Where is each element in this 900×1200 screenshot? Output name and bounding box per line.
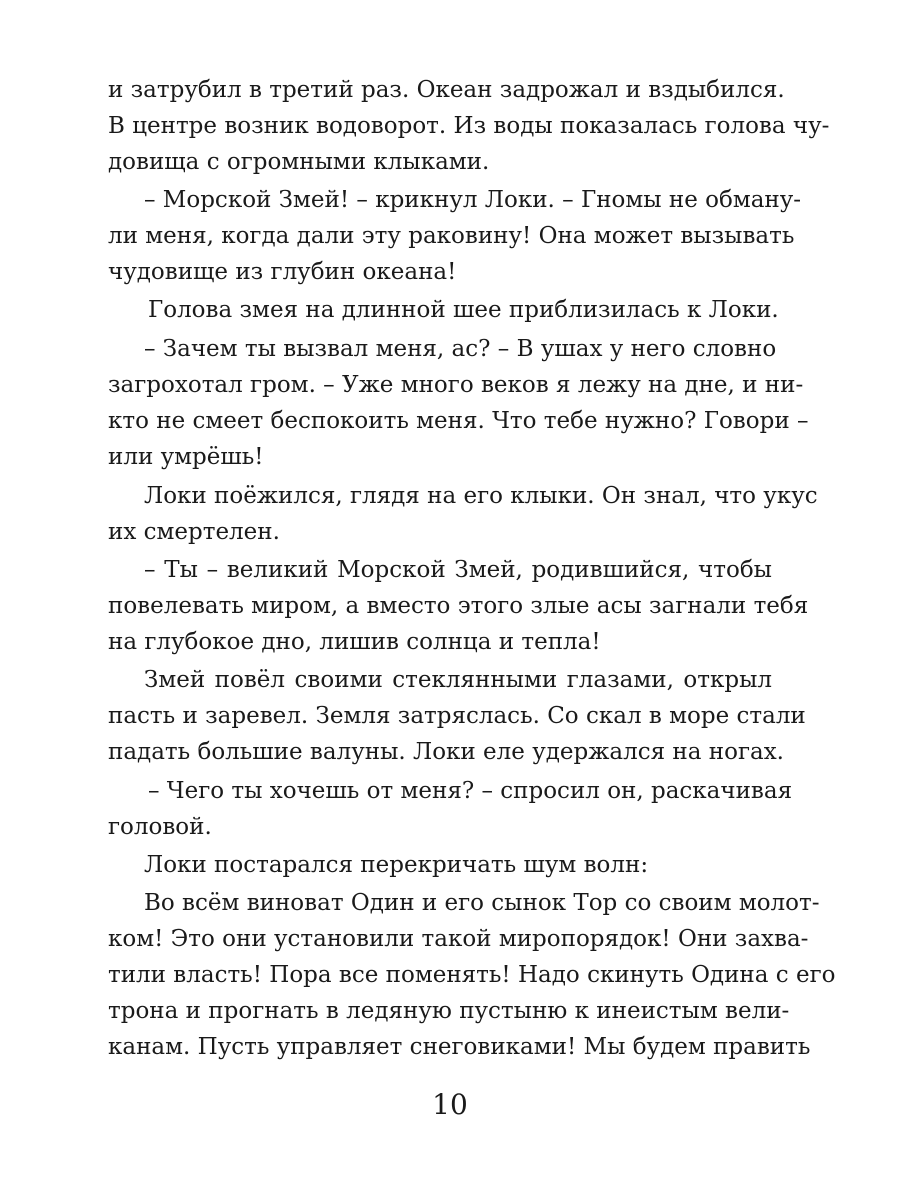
text-line: и затрубил в третий раз. Океан задрожал и вздыбился. <box>108 77 785 103</box>
text-line: их смертелен. <box>108 519 280 545</box>
text-line: тили власть! Пора все поменять! Надо скинуть Одина с его <box>108 962 836 988</box>
text-line: довища с огромными клыками. <box>108 149 490 175</box>
text-line: канам. Пусть управляет снеговиками! Мы будем править <box>108 1034 811 1060</box>
text-line: Локи постарался перекричать шум волн: <box>144 852 649 878</box>
text-line: повелевать миром, а вместо этого злые асы загнали тебя <box>108 593 809 619</box>
page-number: 10 <box>432 1088 468 1121</box>
text-line: В центре возник водоворот. Из воды показалась голова чу- <box>108 113 830 139</box>
text-line: трона и прогнать в ледяную пустыню к инеистым вели- <box>108 998 790 1024</box>
text-line: Во всём виноват Один и его сынок Тор со своим молот- <box>144 890 820 916</box>
text-line: – Зачем ты вызвал меня, ас? – В ушах у него словно <box>144 336 777 362</box>
text-line: – Морской Змей! – крикнул Локи. – Гномы не обману- <box>144 187 802 213</box>
text-line: падать большие валуны. Локи еле удержался на ногах. <box>108 739 784 765</box>
text-line: чудовище из глубин океана! <box>108 259 457 285</box>
text-line: загрохотал гром. – Уже много веков я лежу на дне, и ни- <box>108 372 804 398</box>
text-line: или умрёшь! <box>108 444 264 470</box>
text-line: головой. <box>108 814 212 840</box>
text-line: Голова змея на длинной шее приблизилась к Локи. <box>148 297 779 323</box>
text-line: Локи поёжился, глядя на его клыки. Он знал, что укус <box>144 483 818 509</box>
text-line: ли меня, когда дали эту раковину! Она может вызывать <box>108 223 795 249</box>
text-line: – Чего ты хочешь от меня? – спросил он, раскачивая <box>148 778 793 804</box>
text-line: кто не смеет беспокоить меня. Что тебе нужно? Говори – <box>108 408 809 434</box>
text-line: ком! Это они установили такой миропорядок! Они захва- <box>108 926 809 952</box>
text-line: – Ты – великий Морской Змей, родившийся, чтобы <box>144 557 772 583</box>
text-line: на глубокое дно, лишив солнца и тепла! <box>108 629 601 655</box>
text-line: пасть и заревел. Земля затряслась. Со скал в море стали <box>108 703 806 729</box>
text-line: Змей повёл своими стеклянными глазами, открыл <box>144 667 772 693</box>
